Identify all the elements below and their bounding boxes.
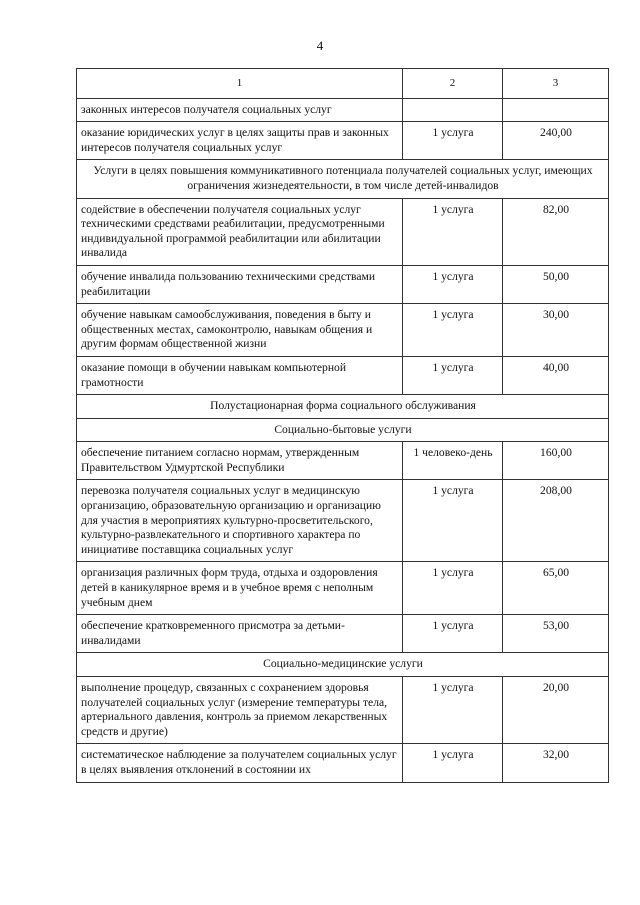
service-name-cell: систематическое наблюдение за получателем социальных услуг в целях выявления отклонений в состоянии их [77, 744, 403, 782]
price-cell: 20,00 [503, 677, 609, 744]
service-name-cell: обучение инвалида пользованию техническими средствами реабилитации [77, 265, 403, 303]
unit-cell: 1 услуга [403, 198, 503, 265]
column-header-3: 3 [503, 69, 609, 99]
service-name-cell: перевозка получателя социальных услуг в медицинскую организацию, образовательную организацию и организацию для участия в мероприятиях культурно-просветительского, культурно-развлекательного и спортивного характера по инициативе поставщика социальных услуг [77, 480, 403, 562]
service-name-cell: обеспечение питанием согласно нормам, утвержденным Правительством Удмуртской Республики [77, 442, 403, 480]
section-row [77, 418, 609, 442]
price-cell: 32,00 [503, 744, 609, 782]
table-row [77, 562, 609, 615]
unit-cell: 1 услуга [403, 304, 503, 357]
unit-cell: 1 человеко-день [403, 442, 503, 480]
unit-cell: 1 услуга [403, 122, 503, 160]
table-row [77, 122, 609, 160]
unit-cell: 1 услуга [403, 356, 503, 394]
service-name-cell: законных интересов получателя социальных услуг [77, 98, 403, 122]
unit-cell [403, 98, 503, 122]
price-cell: 82,00 [503, 198, 609, 265]
unit-cell: 1 услуга [403, 677, 503, 744]
service-name-cell: обучение навыкам самообслуживания, поведения в быту и общественных местах, самоконтролю, навыкам общения и другим формам общественной жизни [77, 304, 403, 357]
section-row [77, 395, 609, 419]
unit-cell: 1 услуга [403, 615, 503, 653]
column-header-1: 1 [77, 69, 403, 99]
price-cell: 30,00 [503, 304, 609, 357]
unit-cell: 1 услуга [403, 480, 503, 562]
price-cell: 40,00 [503, 356, 609, 394]
price-cell: 208,00 [503, 480, 609, 562]
section-title: Услуги в целях повышения коммуникативного потенциала получателей социальных услуг, имеющих ограничения жизнедеятельности, в том числе детей-инвалидов [77, 160, 609, 198]
table-row [77, 677, 609, 744]
section-title: Полустационарная форма социального обслуживания [77, 395, 609, 419]
service-name-cell: выполнение процедур, связанных с сохранением здоровья получателей социальных услуг (измерение температуры тела, артериального давления, контроль за приемом лекарственных средств и другие) [77, 677, 403, 744]
section-title: Социально-медицинские услуги [77, 653, 609, 677]
table-row [77, 356, 609, 394]
section-title: Социально-бытовые услуги [77, 418, 609, 442]
table-row [77, 198, 609, 265]
page-number: 4 [316, 38, 324, 53]
header-row [77, 69, 609, 99]
table-row [77, 98, 609, 122]
service-name-cell: оказание помощи в обучении навыкам компьютерной грамотности [77, 356, 403, 394]
table-row [77, 480, 609, 562]
price-cell: 65,00 [503, 562, 609, 615]
price-cell: 53,00 [503, 615, 609, 653]
table-row [77, 615, 609, 653]
unit-cell: 1 услуга [403, 562, 503, 615]
table-body [77, 98, 609, 782]
section-row [77, 653, 609, 677]
table-row [77, 265, 609, 303]
service-name-cell: содействие в обеспечении получателя социальных услуг техническими средствами реабилитации, предусмотренными индивидуальной программой реабилитации или абилитации инвалида [77, 198, 403, 265]
column-header-2: 2 [403, 69, 503, 99]
unit-cell: 1 услуга [403, 265, 503, 303]
table-row [77, 442, 609, 480]
unit-cell: 1 услуга [403, 744, 503, 782]
table-row [77, 744, 609, 782]
section-row [77, 160, 609, 198]
table-row [77, 304, 609, 357]
services-table [76, 68, 609, 783]
price-cell: 160,00 [503, 442, 609, 480]
price-cell: 240,00 [503, 122, 609, 160]
price-cell [503, 98, 609, 122]
price-cell: 50,00 [503, 265, 609, 303]
service-name-cell: обеспечение кратковременного присмотра за детьми-инвалидами [77, 615, 403, 653]
service-name-cell: оказание юридических услуг в целях защиты прав и законных интересов получателя социальных услуг [77, 122, 403, 160]
service-name-cell: организация различных форм труда, отдыха и оздоровления детей в каникулярное время и в учебное время с неполным учебным днем [77, 562, 403, 615]
